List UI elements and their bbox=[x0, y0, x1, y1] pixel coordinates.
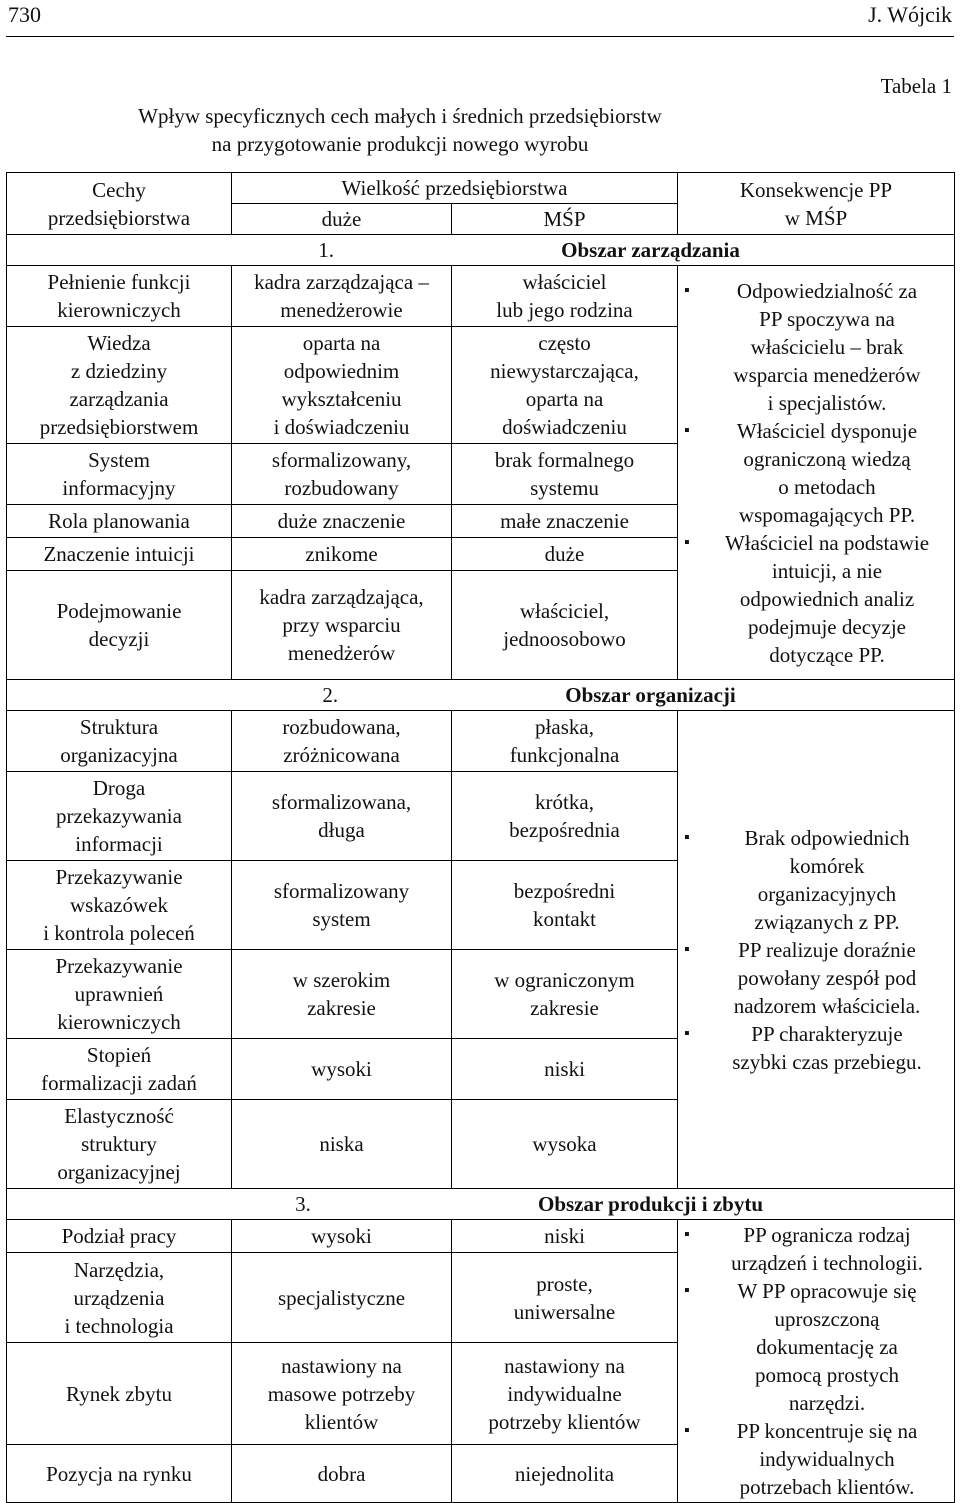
header-text: Konsekwencje PP bbox=[739, 177, 893, 202]
cell-line: w ograniczonym bbox=[494, 968, 635, 992]
cell-line: duże bbox=[544, 542, 585, 566]
header-msp: MŚP bbox=[452, 204, 678, 235]
sme-cell bbox=[452, 772, 678, 861]
cell-line: potrzeby klientów bbox=[488, 1409, 641, 1434]
cell-line: odpowiednim bbox=[283, 359, 400, 383]
consequence-line: ▪ Właściciel na podstawie bbox=[724, 530, 930, 555]
consequence-line: dotyczące PP. bbox=[769, 642, 885, 667]
feature-line: kierowniczych bbox=[57, 1010, 181, 1034]
consequence-line: ▪ Odpowiedzialność za bbox=[736, 278, 918, 303]
feature-line: Przekazywanie bbox=[55, 865, 183, 889]
cell-line: lub jego rodzina bbox=[496, 298, 633, 322]
feature-cell bbox=[7, 1039, 232, 1100]
consequence-item bbox=[682, 529, 950, 669]
consequence-line: PP spoczywa na bbox=[759, 306, 895, 331]
cell-line: nastawiony na bbox=[504, 1353, 625, 1378]
cell-line: jednoosobowo bbox=[503, 627, 626, 651]
cell-line: kadra zarządzająca – bbox=[254, 270, 429, 294]
section-header bbox=[7, 1189, 955, 1220]
large-enterprise-cell bbox=[232, 861, 452, 950]
feature-cell bbox=[7, 1100, 232, 1189]
feature-cell bbox=[7, 1343, 232, 1445]
cell-line: brak formalnego bbox=[494, 448, 635, 472]
cell-line: uniwersalne bbox=[513, 1299, 616, 1324]
running-author: J. Wójcik bbox=[868, 2, 952, 27]
large-enterprise-cell bbox=[232, 571, 452, 680]
cell-line: często bbox=[538, 331, 591, 355]
consequence-line: narzędzi. bbox=[788, 1391, 866, 1415]
feature-line: uprawnień bbox=[74, 982, 164, 1006]
feature-line: Narzędzia, bbox=[73, 1257, 165, 1282]
sme-cell bbox=[452, 1445, 678, 1503]
feature-line: z dziedziny bbox=[70, 359, 168, 383]
consequence-item bbox=[682, 1277, 950, 1417]
cell-line: niewystarczająca, bbox=[490, 359, 639, 383]
sme-cell bbox=[452, 950, 678, 1039]
consequence-line: ▪ PP ogranicza rodzaj bbox=[743, 1223, 911, 1247]
consequence-line: uproszczoną bbox=[774, 1307, 880, 1331]
large-enterprise-cell bbox=[232, 711, 452, 772]
cell-line: kontakt bbox=[533, 907, 596, 931]
cell-line: wykształceniu bbox=[281, 387, 402, 411]
cell-line: krótka, bbox=[535, 790, 594, 814]
consequence-line: ▪ PP realizuje doraźnie bbox=[738, 937, 916, 962]
feature-cell bbox=[7, 505, 232, 538]
cell-line: kadra zarządzająca, bbox=[259, 585, 424, 609]
consequence-line: ▪ PP charakteryzuje bbox=[751, 1021, 903, 1046]
consequences-cell bbox=[678, 266, 955, 680]
consequence-line: ▪ W PP opracowuje się bbox=[737, 1279, 917, 1303]
sme-cell bbox=[452, 505, 678, 538]
feature-cell bbox=[7, 772, 232, 861]
feature-line: Podział pracy bbox=[61, 1224, 177, 1249]
feature-cell bbox=[7, 1253, 232, 1343]
cell-line: rozbudowany bbox=[284, 476, 399, 500]
feature-line: Znaczenie intuicji bbox=[43, 542, 195, 566]
section-header bbox=[7, 680, 955, 711]
large-enterprise-cell bbox=[232, 772, 452, 861]
cell-line: systemu bbox=[530, 476, 599, 500]
large-enterprise-cell bbox=[232, 444, 452, 505]
cell-line: zróżnicowana bbox=[283, 743, 400, 767]
consequences-cell bbox=[678, 1220, 955, 1503]
large-enterprise-cell bbox=[232, 1445, 452, 1503]
feature-cell bbox=[7, 538, 232, 571]
consequence-line: związanych z PP. bbox=[754, 909, 900, 934]
sme-cell bbox=[452, 1253, 678, 1343]
cell-line: sformalizowany, bbox=[271, 448, 412, 472]
title-line: na przygotowanie produkcji nowego wyrobu bbox=[211, 132, 589, 156]
cell-line: sformalizowany bbox=[273, 879, 410, 903]
cell-line: płaska, bbox=[535, 715, 594, 739]
cell-line: niska bbox=[319, 1132, 364, 1156]
feature-line: informacji bbox=[75, 832, 163, 856]
consequence-line: ▪ Brak odpowiednich bbox=[744, 825, 910, 850]
consequence-line: wspomagających PP. bbox=[738, 502, 916, 527]
feature-line: struktury bbox=[81, 1132, 157, 1156]
consequence-item bbox=[682, 824, 950, 936]
sme-cell bbox=[452, 444, 678, 505]
consequence-line: intuicji, a nie bbox=[771, 558, 883, 583]
cell-line: menedżerowie bbox=[280, 298, 403, 322]
consequence-line: ▪ Właściciel dysponuje bbox=[736, 418, 918, 443]
header-text: w MŚP bbox=[784, 205, 848, 230]
table-label: Tabela 1 bbox=[880, 74, 952, 98]
sme-cell bbox=[452, 327, 678, 444]
consequence-line: szybki czas przebiegu. bbox=[732, 1049, 922, 1074]
large-enterprise-cell bbox=[232, 266, 452, 327]
feature-line: Rynek zbytu bbox=[66, 1381, 172, 1406]
cell-line: doświadczeniu bbox=[502, 415, 627, 439]
large-enterprise-cell bbox=[232, 1253, 452, 1343]
feature-line: przedsiębiorstwem bbox=[39, 415, 199, 439]
feature-line: formalizacji zadań bbox=[41, 1071, 197, 1095]
section-title: Obszar produkcji i zbytu bbox=[537, 1192, 763, 1216]
feature-line: i technologia bbox=[64, 1313, 174, 1338]
cell-line: funkcjonalna bbox=[509, 743, 620, 767]
page-number: 730 bbox=[8, 2, 41, 27]
section-title: Obszar organizacji bbox=[565, 683, 736, 707]
consequence-line: ograniczoną wiedzą bbox=[743, 446, 911, 471]
cell-line: rozbudowana, bbox=[282, 715, 401, 739]
cell-line: niski bbox=[544, 1057, 585, 1081]
feature-line: organizacyjnej bbox=[57, 1160, 181, 1184]
cell-line: nastawiony na bbox=[281, 1353, 402, 1378]
sme-cell bbox=[452, 1100, 678, 1189]
consequence-line: ▪ PP koncentruje się na bbox=[736, 1419, 918, 1443]
feature-line: kierowniczych bbox=[57, 298, 181, 322]
consequence-item bbox=[682, 417, 950, 529]
section-title: Obszar zarządzania bbox=[561, 238, 740, 262]
title-line: Wpływ specyficznych cech małych i średnich przedsiębiorstw bbox=[138, 104, 662, 128]
feature-line: przekazywania bbox=[56, 804, 182, 828]
sme-cell bbox=[452, 1220, 678, 1253]
large-enterprise-cell bbox=[232, 1100, 452, 1189]
cell-line: i doświadczeniu bbox=[273, 415, 410, 439]
sme-cell bbox=[452, 266, 678, 327]
consequence-line: urządzeń i technologii. bbox=[731, 1251, 923, 1275]
consequence-line: powołany zespół pod bbox=[737, 965, 917, 990]
cell-line: system bbox=[312, 907, 371, 931]
cell-line: dobra bbox=[317, 1461, 366, 1486]
consequence-line: podejmuje decyzje bbox=[747, 614, 906, 639]
consequence-line: komórek bbox=[789, 853, 865, 878]
feature-cell bbox=[7, 1445, 232, 1503]
cell-line: specjalistyczne bbox=[277, 1285, 406, 1310]
cell-line: właściciel, bbox=[519, 599, 610, 623]
feature-line: zarządzania bbox=[69, 387, 169, 411]
large-enterprise-cell bbox=[232, 950, 452, 1039]
feature-line: Elastyczność bbox=[64, 1104, 174, 1128]
feature-line: Pełnienie funkcji bbox=[47, 270, 191, 294]
section-number: 3. bbox=[295, 1192, 311, 1216]
large-enterprise-cell bbox=[232, 327, 452, 444]
feature-cell bbox=[7, 444, 232, 505]
cell-line: masowe potrzeby bbox=[267, 1381, 416, 1406]
consequence-line: wsparcia menedżerów bbox=[733, 362, 921, 387]
header-row bbox=[7, 173, 955, 204]
feature-line: Droga bbox=[92, 776, 146, 800]
consequence-line: i specjalistów. bbox=[767, 390, 887, 415]
cell-line: bezpośredni bbox=[513, 879, 616, 903]
feature-line: System bbox=[88, 448, 150, 472]
large-enterprise-cell bbox=[232, 1220, 452, 1253]
table-row bbox=[7, 711, 955, 772]
feature-cell bbox=[7, 950, 232, 1039]
cell-line: w szerokim bbox=[292, 968, 391, 992]
consequences-cell bbox=[678, 711, 955, 1189]
consequence-line: organizacyjnych bbox=[757, 881, 897, 906]
feature-line: organizacyjna bbox=[60, 743, 178, 767]
feature-cell bbox=[7, 327, 232, 444]
consequence-line: odpowiednich analiz bbox=[739, 586, 915, 611]
consequence-item bbox=[682, 1020, 950, 1076]
feature-line: Pozycja na rynku bbox=[46, 1461, 192, 1486]
feature-line: wskazówek bbox=[70, 893, 168, 917]
consequence-item bbox=[682, 936, 950, 1020]
sme-cell bbox=[452, 1039, 678, 1100]
consequence-line: indywidualnych bbox=[759, 1447, 895, 1471]
cell-line: menedżerów bbox=[287, 641, 396, 665]
feature-line: informacyjny bbox=[62, 476, 176, 500]
section-header-row bbox=[7, 680, 955, 711]
cell-line: małe znaczenie bbox=[500, 509, 629, 533]
table-row bbox=[7, 1220, 955, 1253]
cell-line: niski bbox=[544, 1224, 585, 1249]
sme-cell bbox=[452, 538, 678, 571]
features-table bbox=[6, 172, 955, 1503]
cell-line: przy wsparciu bbox=[282, 613, 401, 637]
cell-line: duże znaczenie bbox=[277, 509, 406, 533]
sme-cell bbox=[452, 1343, 678, 1445]
large-enterprise-cell bbox=[232, 1039, 452, 1100]
cell-line: długa bbox=[318, 818, 365, 842]
feature-line: Rola planowania bbox=[48, 509, 190, 533]
cell-line: wysoka bbox=[532, 1132, 597, 1156]
consequence-line: dokumentację za bbox=[756, 1335, 898, 1359]
feature-line: Struktura bbox=[79, 715, 159, 739]
feature-cell bbox=[7, 711, 232, 772]
cell-line: oparta na bbox=[525, 387, 604, 411]
cell-line: znikome bbox=[305, 542, 378, 566]
header-konsekwencje bbox=[678, 173, 955, 235]
large-enterprise-cell bbox=[232, 1343, 452, 1445]
header-text: Cechy bbox=[92, 177, 146, 202]
section-header-row bbox=[7, 1189, 955, 1220]
large-enterprise-cell bbox=[232, 538, 452, 571]
feature-cell bbox=[7, 861, 232, 950]
header-duze: duże bbox=[232, 204, 452, 235]
consequence-item bbox=[682, 1417, 950, 1501]
cell-line: bezpośrednia bbox=[509, 818, 620, 842]
header-text: przedsiębiorstwa bbox=[47, 205, 191, 230]
consequence-line: o metodach bbox=[778, 474, 876, 499]
header-wielkosc: Wielkość przedsiębiorstwa bbox=[232, 173, 678, 204]
feature-line: i kontrola poleceń bbox=[43, 921, 195, 945]
consequence-line: potrzebach klientów. bbox=[739, 1475, 915, 1499]
feature-cell bbox=[7, 571, 232, 680]
sme-cell bbox=[452, 571, 678, 680]
feature-line: decyzji bbox=[88, 627, 150, 651]
feature-line: urządzenia bbox=[73, 1285, 165, 1310]
header-cechy bbox=[7, 173, 232, 235]
feature-cell bbox=[7, 1220, 232, 1253]
feature-line: Przekazywanie bbox=[55, 954, 183, 978]
feature-line: Podejmowanie bbox=[56, 599, 182, 623]
cell-line: sformalizowana, bbox=[271, 790, 412, 814]
sme-cell bbox=[452, 711, 678, 772]
cell-line: oparta na bbox=[302, 331, 381, 355]
consequence-item bbox=[682, 277, 950, 417]
cell-line: zakresie bbox=[307, 996, 376, 1020]
table-body bbox=[7, 173, 955, 1503]
cell-line: niejednolita bbox=[514, 1461, 615, 1486]
header-rule bbox=[6, 36, 954, 37]
consequence-line: właścicielu – brak bbox=[750, 334, 904, 359]
section-header bbox=[7, 235, 955, 266]
section-number: 1. bbox=[318, 238, 335, 262]
cell-line: wysoki bbox=[311, 1057, 372, 1081]
consequence-line: nadzorem właściciela. bbox=[733, 993, 921, 1018]
feature-cell bbox=[7, 266, 232, 327]
section-header-row bbox=[7, 235, 955, 266]
sme-cell bbox=[452, 861, 678, 950]
table-row bbox=[7, 266, 955, 327]
cell-line: właściciel bbox=[522, 270, 607, 294]
large-enterprise-cell bbox=[232, 505, 452, 538]
section-number: 2. bbox=[322, 683, 339, 707]
consequence-item bbox=[682, 1221, 950, 1277]
cell-line: proste, bbox=[536, 1271, 593, 1296]
consequence-line: pomocą prostych bbox=[754, 1363, 900, 1387]
cell-line: wysoki bbox=[311, 1224, 372, 1249]
feature-line: Stopień bbox=[86, 1043, 152, 1067]
cell-line: zakresie bbox=[530, 996, 599, 1020]
feature-line: Wiedza bbox=[87, 331, 151, 355]
table-title bbox=[120, 102, 680, 158]
cell-line: indywidualne bbox=[507, 1381, 622, 1406]
cell-line: klientów bbox=[304, 1409, 379, 1434]
